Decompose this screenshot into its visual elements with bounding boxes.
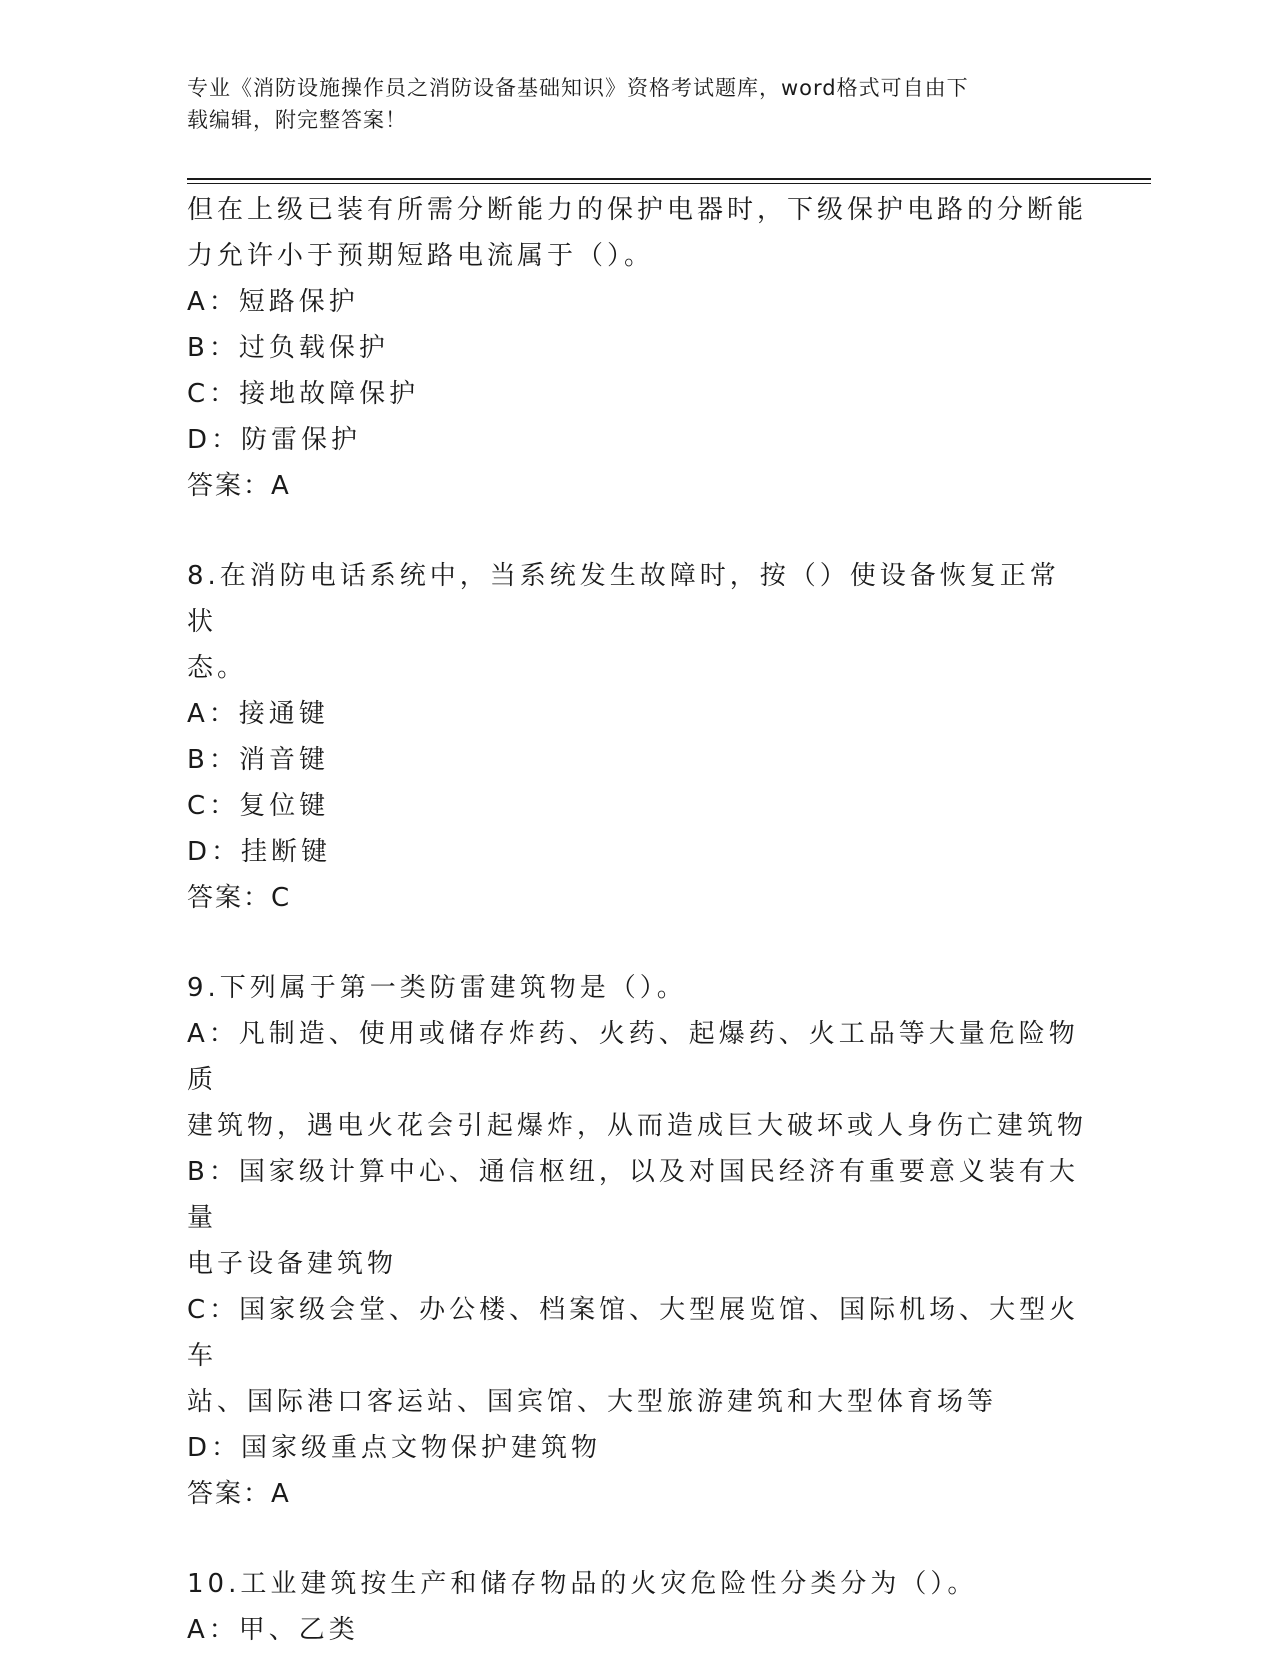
question-stem: 9.下列属于第一类防雷建筑物是（）。 bbox=[187, 973, 687, 1003]
document-header bbox=[187, 72, 1067, 136]
option-c: C：复位键 bbox=[187, 791, 330, 821]
option-a: A：短路保护 bbox=[187, 287, 359, 317]
answer-line: 答案：A bbox=[187, 1479, 291, 1509]
option-a: A：接通键 bbox=[187, 699, 329, 729]
option-d: D：防雷保护 bbox=[187, 425, 362, 455]
answer-line: 答案：A bbox=[187, 471, 291, 501]
option-d: D：挂断键 bbox=[187, 837, 332, 867]
question-gap bbox=[187, 921, 1087, 965]
option-b: B：国家级计算中心、通信枢纽，以及对国民经济有重要意义装有大量 bbox=[187, 1157, 1079, 1233]
option-a: A：凡制造、使用或储存炸药、火药、起爆药、火工品等大量危险物质 bbox=[187, 1019, 1079, 1095]
question-stem: 态。 bbox=[187, 653, 248, 683]
option-a-continued: 建筑物，遇电火花会引起爆炸，从而造成巨大破坏或人身伤亡建筑物 bbox=[187, 1111, 1088, 1141]
question-stem: 但在上级已装有所需分断能力的保护电器时，下级保护电路的分断能 bbox=[187, 195, 1088, 225]
option-b: B：过负载保护 bbox=[187, 333, 389, 363]
question-stem: 8.在消防电话系统中，当系统发生故障时，按（）使设备恢复正常状 bbox=[187, 561, 1060, 637]
question-8 bbox=[187, 553, 1087, 921]
question-9 bbox=[187, 965, 1087, 1517]
question-gap bbox=[187, 1517, 1087, 1561]
question-gap bbox=[187, 509, 1087, 553]
question-7 bbox=[187, 187, 1087, 509]
option-c: C：国家级会堂、办公楼、档案馆、大型展览馆、国际机场、大型火车 bbox=[187, 1295, 1080, 1371]
question-list bbox=[187, 187, 1087, 1653]
answer-line: 答案：C bbox=[187, 883, 292, 913]
header-line-2: 载编辑，附完整答案！ bbox=[187, 108, 407, 132]
question-stem: 力允许小于预期短路电流属于（）。 bbox=[187, 241, 655, 271]
option-b-continued: 电子设备建筑物 bbox=[187, 1249, 398, 1279]
header-line-1: 专业《消防设施操作员之消防设备基础知识》资格考试题库，word格式可自由下 bbox=[187, 76, 969, 100]
option-a: A：甲、乙类 bbox=[187, 1615, 359, 1645]
option-b: B：消音键 bbox=[187, 745, 329, 775]
option-c: C：接地故障保护 bbox=[187, 379, 420, 409]
option-d: D：国家级重点文物保护建筑物 bbox=[187, 1433, 602, 1463]
question-10 bbox=[187, 1561, 1087, 1653]
header-divider-thin bbox=[187, 183, 1151, 184]
question-stem: 10.工业建筑按生产和储存物品的火灾危险性分类分为（）。 bbox=[187, 1569, 978, 1599]
option-c-continued: 站、国际港口客运站、国宾馆、大型旅游建筑和大型体育场等 bbox=[187, 1387, 998, 1417]
header-divider-thick bbox=[187, 178, 1151, 180]
